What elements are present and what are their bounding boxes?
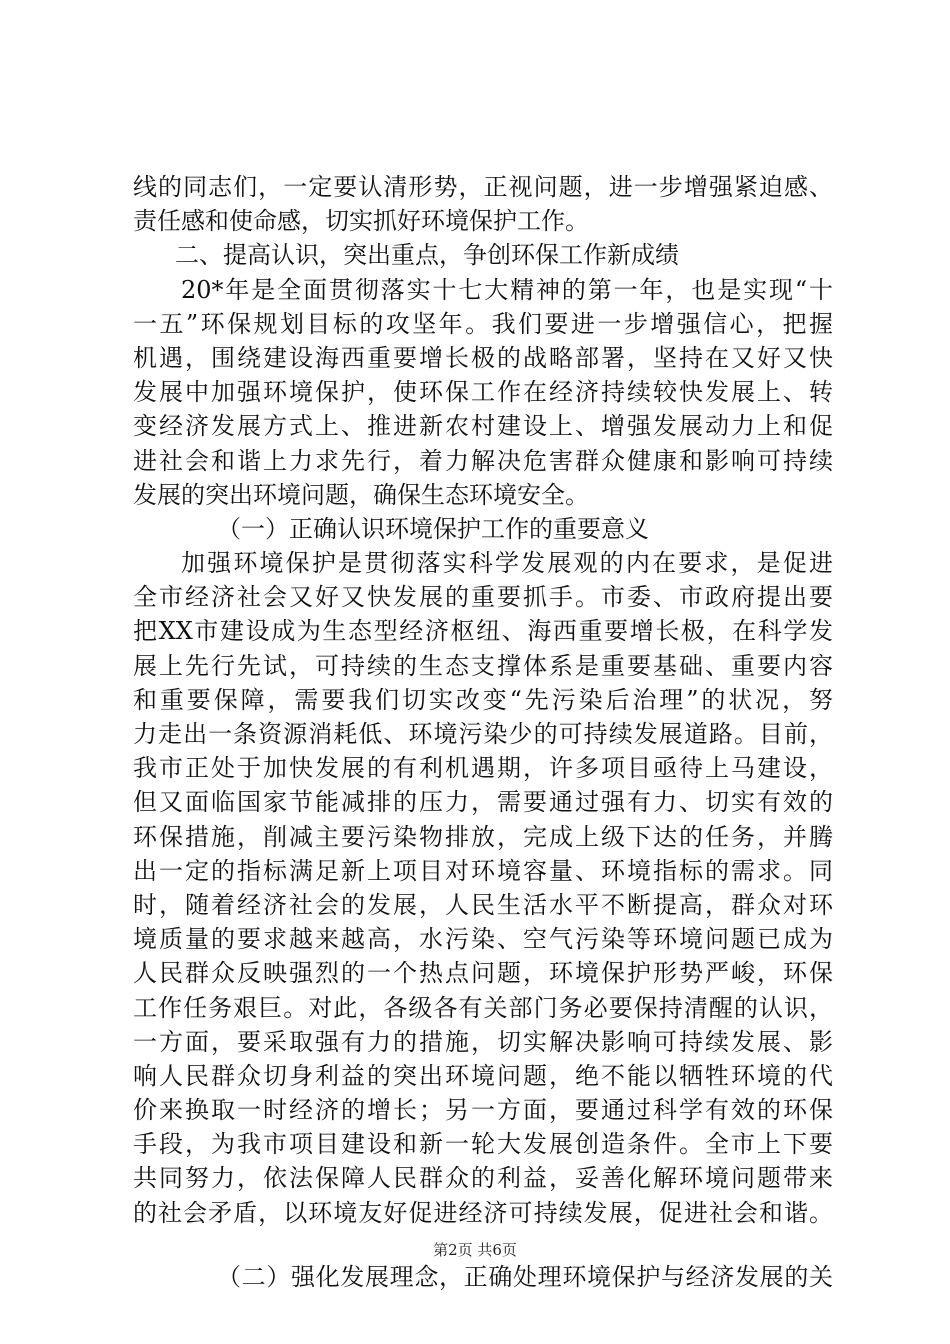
body-line: 把XX市建设成为生态型经济枢纽、海西重要增长极，在科学发	[133, 617, 833, 646]
body-line: 变经济发展方式上、推进新农村建设上、增强发展动力上和促	[133, 412, 833, 441]
body-line: 我市正处于加快发展的有利机遇期，许多项目亟待上马建设，	[133, 754, 833, 783]
body-line: 发展中加强环境保护，使环保工作在经济持续较快发展上、转	[133, 378, 833, 407]
body-line: 机遇，围绕建设海西重要增长极的战略部署，坚持在又好又快	[133, 343, 833, 372]
body-line: 环保措施，削减主要污染物排放，完成上级下达的任务，并腾	[133, 822, 833, 851]
body-line: 加强环境保护是贯彻落实科学发展观的内在要求，是促进	[181, 549, 833, 578]
body-line: 响人民群众切身利益的突出环境问题，绝不能以牺牲环境的代	[133, 1061, 833, 1090]
body-line: 境质量的要求越来越高，水污染、空气污染等环境问题已成为	[133, 925, 833, 954]
body-line: 进社会和谐上力求先行，着力解决危害群众健康和影响可持续	[133, 446, 833, 475]
body-line: 全市经济社会又好又快发展的重要抓手。市委、市政府提出要	[133, 583, 833, 612]
body-line: 责任感和使命感，切实抓好环境保护工作。	[133, 207, 589, 236]
subsection-heading: （一）正确认识环境保护工作的重要意义	[217, 514, 649, 543]
body-line: 20*年是全面贯彻落实十七大精神的第一年，也是实现“十	[181, 275, 833, 304]
page-number-footer: 第2页 共6页	[433, 1241, 517, 1259]
body-line: 的社会矛盾，以环境友好促进经济可持续发展，促进社会和谐。	[133, 1198, 833, 1227]
body-line: 一五”环保规划目标的攻坚年。我们要进一步增强信心，把握	[133, 309, 833, 338]
body-line: 线的同志们，一定要认清形势，正视问题，进一步增强紧迫感、	[133, 173, 833, 201]
body-line: 展上先行先试，可持续的生态支撑体系是重要基础、重要内容	[133, 651, 833, 680]
body-line: 发展的突出环境问题，确保生态环境安全。	[133, 480, 589, 509]
body-line: 时，随着经济社会的发展，人民生活水平不断提高，群众对环	[133, 890, 833, 919]
body-line: 共同努力，依法保障人民群众的利益，妥善化解环境问题带来	[133, 1164, 833, 1193]
body-line: 工作任务艰巨。对此，各级各有关部门务必要保持清醒的认识，	[133, 993, 833, 1022]
body-line: 手段，为我市项目建设和新一轮大发展创造条件。全市上下要	[133, 1130, 833, 1159]
body-line: 价来换取一时经济的增长；另一方面，要通过科学有效的环保	[133, 1096, 833, 1125]
body-line: 力走出一条资源消耗低、环境污染少的可持续发展道路。目前，	[133, 720, 833, 748]
document-body	[133, 170, 833, 1294]
body-line: 一方面，要采取强有力的措施，切实解决影响可持续发展、影	[133, 1027, 833, 1056]
body-line: 出一定的指标满足新上项目对环境容量、环境指标的需求。同	[133, 856, 833, 885]
body-line: 和重要保障，需要我们切实改变“先污染后治理”的状况，努	[133, 685, 833, 714]
section-heading: 二、提高认识，突出重点，争创环保工作新成绩	[175, 241, 679, 270]
subsection-heading: （二）强化发展理念，正确处理环境保护与经济发展的关	[217, 1262, 833, 1291]
body-line: 人民群众反映强烈的一个热点问题，环境保护形势严峻，环保	[133, 959, 833, 988]
body-line: 但又面临国家节能减排的压力，需要通过强有力、切实有效的	[133, 788, 833, 817]
